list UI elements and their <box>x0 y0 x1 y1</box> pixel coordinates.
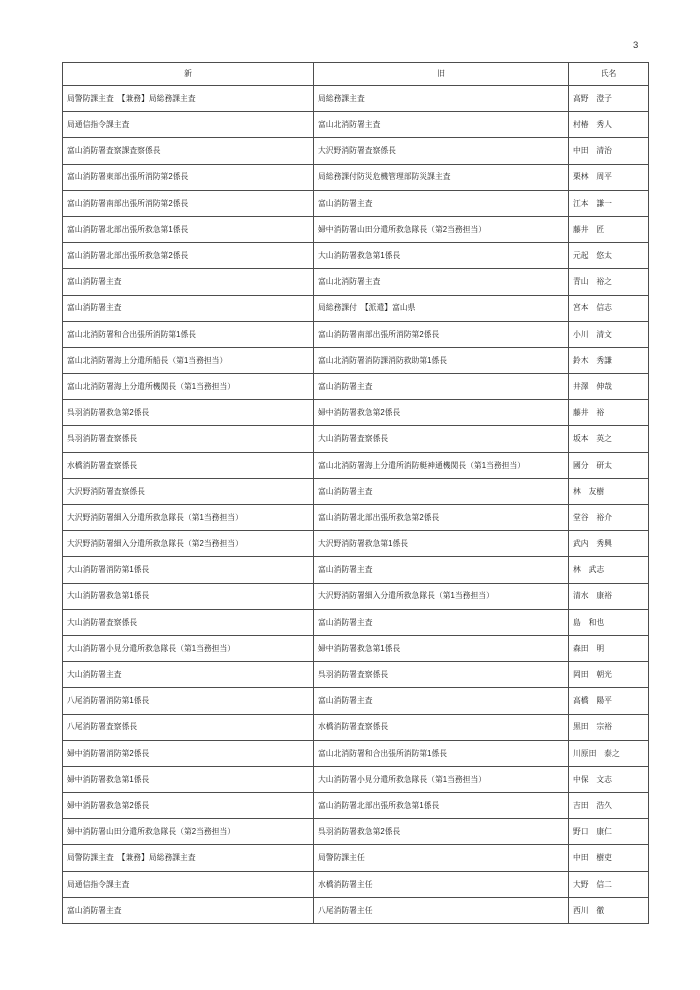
cell-old-position: 富山消防署主査 <box>314 688 569 714</box>
cell-person-name: 黒田 宗裕 <box>569 714 649 740</box>
table-row <box>63 871 649 897</box>
cell-new-position: 八尾消防署消防第1係長 <box>63 688 314 714</box>
table-row <box>63 793 649 819</box>
cell-person-name: 大野 信二 <box>569 871 649 897</box>
table-row <box>63 819 649 845</box>
table-row <box>63 478 649 504</box>
table-row <box>63 583 649 609</box>
cell-old-position: 大山消防署査察係長 <box>314 426 569 452</box>
cell-old-position: 富山北消防署主査 <box>314 269 569 295</box>
cell-person-name: 元起 悠太 <box>569 243 649 269</box>
cell-person-name: 栗林 周平 <box>569 164 649 190</box>
table-row <box>63 269 649 295</box>
cell-old-position: 大山消防署救急第1係長 <box>314 243 569 269</box>
table-row <box>63 688 649 714</box>
cell-old-position: 八尾消防署主任 <box>314 897 569 923</box>
cell-person-name: 井澤 伸哉 <box>569 374 649 400</box>
table-row <box>63 112 649 138</box>
cell-new-position: 八尾消防署査察係長 <box>63 714 314 740</box>
cell-new-position: 局警防課主査 【兼務】局総務課主査 <box>63 845 314 871</box>
cell-new-position: 婦中消防署救急第1係長 <box>63 766 314 792</box>
table-row <box>63 557 649 583</box>
cell-person-name: 林 友樹 <box>569 478 649 504</box>
table-row <box>63 164 649 190</box>
table-row <box>63 400 649 426</box>
cell-new-position: 富山消防署主査 <box>63 897 314 923</box>
cell-old-position: 富山消防署南部出張所消防第2係長 <box>314 321 569 347</box>
cell-new-position: 呉羽消防署査察係長 <box>63 426 314 452</box>
table-header <box>63 63 649 86</box>
cell-person-name: 國分 研太 <box>569 452 649 478</box>
cell-person-name: 江本 謙一 <box>569 190 649 216</box>
cell-old-position: 婦中消防署救急第2係長 <box>314 400 569 426</box>
cell-person-name: 坂本 英之 <box>569 426 649 452</box>
cell-new-position: 局通信指令課主査 <box>63 871 314 897</box>
cell-new-position: 富山消防署主査 <box>63 269 314 295</box>
cell-person-name: 高野 澄子 <box>569 86 649 112</box>
cell-new-position: 婦中消防署山田分遣所救急隊長（第2当務担当） <box>63 819 314 845</box>
cell-old-position: 局警防課主任 <box>314 845 569 871</box>
table-row <box>63 845 649 871</box>
cell-person-name: 清水 康裕 <box>569 583 649 609</box>
cell-person-name: 林 武志 <box>569 557 649 583</box>
transfer-table-body <box>63 86 649 924</box>
cell-old-position: 富山消防署主査 <box>314 478 569 504</box>
cell-old-position: 大沢野消防署細入分遣所救急隊長（第1当務担当） <box>314 583 569 609</box>
cell-person-name: 堂谷 裕介 <box>569 505 649 531</box>
cell-person-name: 青山 裕之 <box>569 269 649 295</box>
cell-person-name: 高橋 陽平 <box>569 688 649 714</box>
table-row <box>63 766 649 792</box>
cell-old-position: 婦中消防署山田分遣所救急隊長（第2当務担当） <box>314 216 569 242</box>
cell-old-position: 呉羽消防署救急第2係長 <box>314 819 569 845</box>
cell-new-position: 大山消防署小見分遣所救急隊長（第1当務担当） <box>63 635 314 661</box>
cell-old-position: 富山北消防署和合出張所消防第1係長 <box>314 740 569 766</box>
header-new-position: 新 <box>63 63 314 86</box>
cell-person-name: 宮本 信志 <box>569 295 649 321</box>
cell-person-name: 武内 秀興 <box>569 531 649 557</box>
cell-new-position: 富山消防署北部出張所救急第1係長 <box>63 216 314 242</box>
table-row <box>63 609 649 635</box>
cell-old-position: 富山消防署主査 <box>314 190 569 216</box>
cell-old-position: 富山北消防署海上分遣所消防艇神通機関長（第1当務担当） <box>314 452 569 478</box>
cell-old-position: 呉羽消防署査察係長 <box>314 662 569 688</box>
cell-new-position: 大沢野消防署細入分遣所救急隊長（第2当務担当） <box>63 531 314 557</box>
cell-person-name: 藤井 裕 <box>569 400 649 426</box>
header-old-position: 旧 <box>314 63 569 86</box>
table-row <box>63 86 649 112</box>
cell-old-position: 水橋消防署主任 <box>314 871 569 897</box>
cell-new-position: 呉羽消防署救急第2係長 <box>63 400 314 426</box>
cell-old-position: 大山消防署小見分遣所救急隊長（第1当務担当） <box>314 766 569 792</box>
cell-old-position: 大沢野消防署査察係長 <box>314 138 569 164</box>
cell-new-position: 局通信指令課主査 <box>63 112 314 138</box>
cell-old-position: 富山北消防署主査 <box>314 112 569 138</box>
cell-old-position: 富山消防署北部出張所救急第2係長 <box>314 505 569 531</box>
table-row <box>63 426 649 452</box>
cell-person-name: 野口 康仁 <box>569 819 649 845</box>
table-row <box>63 243 649 269</box>
cell-new-position: 大山消防署救急第1係長 <box>63 583 314 609</box>
cell-old-position: 富山消防署主査 <box>314 374 569 400</box>
cell-person-name: 小川 清文 <box>569 321 649 347</box>
cell-person-name: 岡田 朝光 <box>569 662 649 688</box>
cell-new-position: 大沢野消防署査察係長 <box>63 478 314 504</box>
cell-new-position: 大山消防署主査 <box>63 662 314 688</box>
cell-person-name: 川原田 泰之 <box>569 740 649 766</box>
cell-new-position: 大山消防署消防第1係長 <box>63 557 314 583</box>
cell-new-position: 婦中消防署消防第2係長 <box>63 740 314 766</box>
cell-person-name: 中田 樹吏 <box>569 845 649 871</box>
cell-old-position: 富山消防署主査 <box>314 557 569 583</box>
table-row <box>63 452 649 478</box>
cell-person-name: 中田 清治 <box>569 138 649 164</box>
cell-new-position: 大沢野消防署細入分遣所救急隊長（第1当務担当） <box>63 505 314 531</box>
table-row <box>63 216 649 242</box>
cell-new-position: 大山消防署査察係長 <box>63 609 314 635</box>
personnel-transfer-table <box>62 62 649 924</box>
table-row <box>63 347 649 373</box>
cell-person-name: 藤井 匠 <box>569 216 649 242</box>
table-row <box>63 138 649 164</box>
cell-old-position: 富山消防署北部出張所救急第1係長 <box>314 793 569 819</box>
table-row <box>63 374 649 400</box>
cell-new-position: 富山消防署東部出張所消防第2係長 <box>63 164 314 190</box>
cell-new-position: 富山消防署査察課査察係長 <box>63 138 314 164</box>
cell-person-name: 中保 文志 <box>569 766 649 792</box>
cell-new-position: 富山消防署主査 <box>63 295 314 321</box>
page-number: 3 <box>633 40 639 51</box>
cell-old-position: 大沢野消防署救急第1係長 <box>314 531 569 557</box>
cell-old-position: 局総務課付 【派遣】富山県 <box>314 295 569 321</box>
cell-person-name: 村椿 秀人 <box>569 112 649 138</box>
cell-new-position: 富山北消防署和合出張所消防第1係長 <box>63 321 314 347</box>
table-row <box>63 190 649 216</box>
cell-old-position: 局総務課付防災危機管理部防災課主査 <box>314 164 569 190</box>
cell-new-position: 富山消防署北部出張所救急第2係長 <box>63 243 314 269</box>
cell-old-position: 富山北消防署消防課消防救助第1係長 <box>314 347 569 373</box>
table-row <box>63 531 649 557</box>
table-row <box>63 662 649 688</box>
cell-person-name: 西川 徹 <box>569 897 649 923</box>
cell-new-position: 局警防課主査 【兼務】局総務課主査 <box>63 86 314 112</box>
cell-new-position: 水橋消防署査察係長 <box>63 452 314 478</box>
table-header-row <box>63 63 649 86</box>
cell-person-name: 森田 明 <box>569 635 649 661</box>
table-row <box>63 295 649 321</box>
cell-old-position: 水橋消防署査察係長 <box>314 714 569 740</box>
cell-person-name: 島 和也 <box>569 609 649 635</box>
table-row <box>63 897 649 923</box>
table-row <box>63 714 649 740</box>
header-person-name: 氏名 <box>569 63 649 86</box>
table-row <box>63 635 649 661</box>
cell-new-position: 富山北消防署海上分遣所船長（第1当務担当） <box>63 347 314 373</box>
cell-old-position: 局総務課主査 <box>314 86 569 112</box>
cell-person-name: 鈴木 秀謙 <box>569 347 649 373</box>
cell-new-position: 富山消防署南部出張所消防第2係長 <box>63 190 314 216</box>
cell-new-position: 富山北消防署海上分遣所機関長（第1当務担当） <box>63 374 314 400</box>
cell-person-name: 吉田 浩久 <box>569 793 649 819</box>
table-row <box>63 505 649 531</box>
table-row <box>63 321 649 347</box>
cell-old-position: 富山消防署主査 <box>314 609 569 635</box>
table-row <box>63 740 649 766</box>
cell-old-position: 婦中消防署救急第1係長 <box>314 635 569 661</box>
cell-new-position: 婦中消防署救急第2係長 <box>63 793 314 819</box>
